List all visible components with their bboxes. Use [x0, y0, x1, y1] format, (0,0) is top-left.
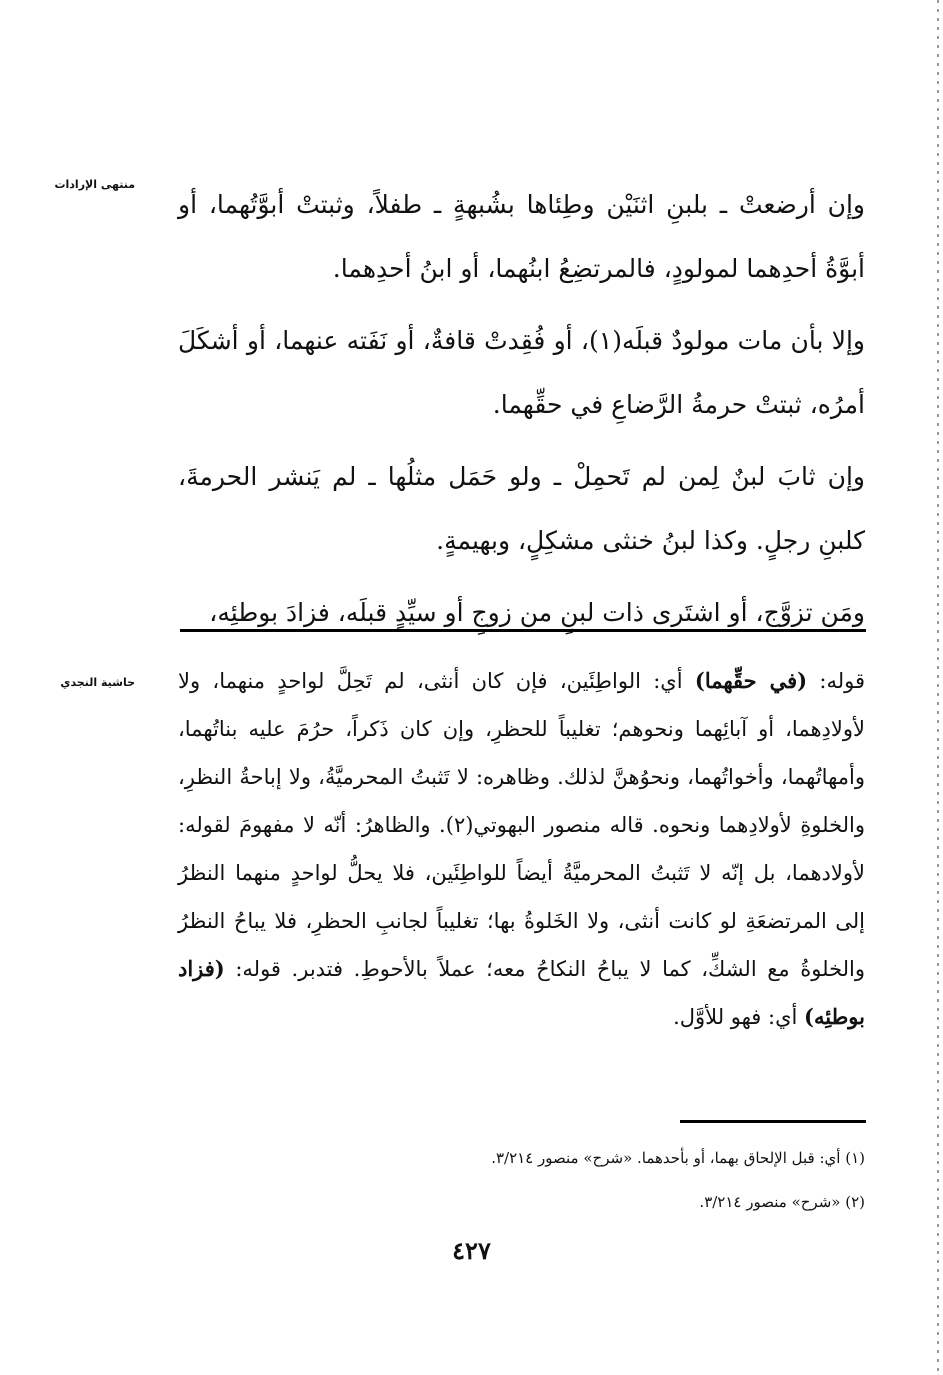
main-paragraph-1: وإن أرضعتْ ـ بلبنِ اثنَيْن وطِئاها بشُبهةٍ ـ طفلاً، وثبتتْ أبوَّتُهما، أو أبوَّةُ أحدِهما لمولودٍ، فالمرتضِعُ ابنُهما، أو ابنُ أحدِهما.: [178, 190, 865, 283]
commentary-body-2: أي: فهو للأوَّل.: [673, 1005, 805, 1029]
commentary-quote-label: قوله:: [807, 669, 866, 693]
main-text: [178, 173, 865, 653]
commentary-quote-1: (في حقِّهما): [694, 668, 808, 693]
footnote-2: (٢) «شرح» منصور ٣/٢١٤.: [699, 1193, 865, 1211]
section-divider: [180, 629, 866, 632]
main-paragraph-2: وإلا بأن مات مولودٌ قبلَه(١)، أو فُقِدتْ قافةٌ، أو نَفَته عنهما، أو أشكَلَ أمرُه، ثبتتْ حرمةُ الرَّضاعِ في حقِّهما.: [178, 326, 865, 419]
commentary-body-1: أي: الواطِئَين، فإن كان أنثى، لم تَحِلَّ لواحدٍ منهما، ولا لأولادِهما، أو آبائِهما ونحوهم؛ تغليباً للحظرِ، وإن كان ذَكراً، حرُمَ عليه بناتُهما، وأمهاتُهما، وأخواتُهما، ونحوُهنَّ لذلك. وظاهره: لا تَثبتُ المحرميَّةُ، ولا إباحةُ النظرِ، والخلوةِ لأولادِهما ونحوه. قاله منصور البهوتي(٢). والظاهرُ: أنّه لا مفهومَ لقوله: لأولادهما، بل إنّه لا تَثبتُ المحرميَّةُ أيضاً للواطِئَين، فلا يحلُّ لواحدٍ منهما النظرُ إلى المرتضعَةِ لو كانت أنثى، ولا الخَلوةُ بها؛ تغليباً لجانبِ الحظرِ، فلا يباحُ النظرُ والخلوةُ مع الشكِّ، كما لا يباحُ النكاحُ معه؛ عملاً بالأحوطِ. فتدبر. قوله:: [178, 669, 865, 981]
commentary-text: [178, 657, 865, 1041]
page-edge-marks: [937, 0, 939, 1375]
main-paragraph-3: وإن ثابَ لبنٌ لِمن لم تَحمِلْ ـ ولو حَمَل مثلُها ـ لم يَنشر الحرمةَ، كلبنِ رجلٍ. وكذا لبنُ خنثى مشكِلٍ، وبهيمةٍ.: [178, 462, 865, 555]
main-paragraph-4: ومَن تزوَّج، أو اشتَرى ذات لبنٍ من زوجٍ أو سيِّدٍ قبلَه، فزادَ بوطئِه،: [209, 598, 865, 627]
footnote-1: (١) أي: قبل الإلحاق بهما، أو بأحدهما. «شرح» منصور ٣/٢١٤.: [491, 1149, 865, 1167]
footnotes: [178, 1136, 865, 1224]
side-label-matn: منتهى الإرادات: [54, 178, 135, 191]
page-number: ٤٢٧: [452, 1236, 491, 1265]
commentary-quote-2: (فزاد بوطئِه): [178, 956, 865, 1029]
commentary-paragraph: [178, 657, 865, 1041]
footnote-divider: [680, 1120, 866, 1123]
side-label-hashiya: حاشية النجدي: [60, 676, 135, 689]
